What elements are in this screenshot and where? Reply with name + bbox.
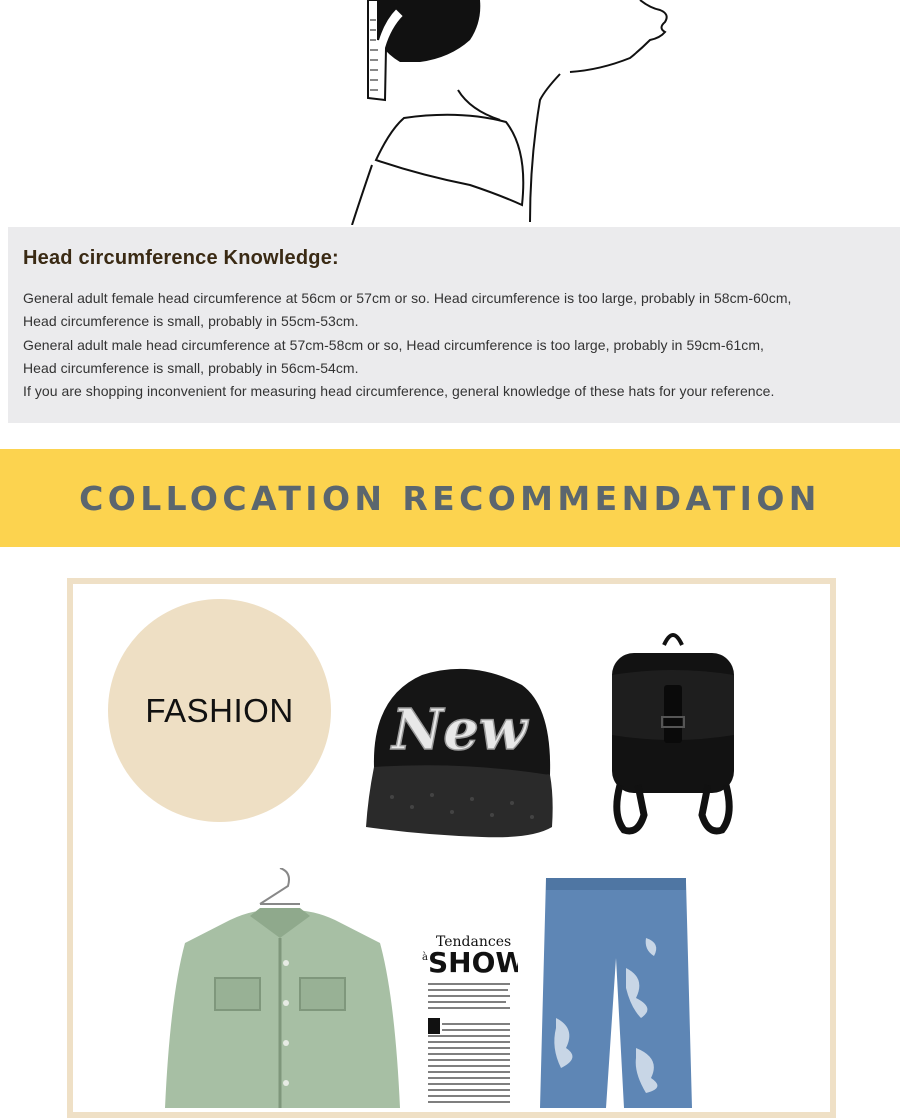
head-measuring-illustration bbox=[0, 0, 900, 225]
backpack-image[interactable] bbox=[598, 625, 748, 835]
magazine-line2: SHOW bbox=[428, 946, 518, 979]
knowledge-line: Head circumference is small, probably in 55cm-53cm. bbox=[23, 313, 359, 330]
jeans-icon bbox=[536, 878, 696, 1108]
magazine-line1: Tendances bbox=[436, 934, 512, 950]
backpack-icon bbox=[598, 625, 748, 835]
magazine-icon bbox=[418, 930, 518, 1108]
head-outline-icon bbox=[0, 0, 900, 225]
collocation-banner bbox=[0, 449, 900, 547]
fashion-badge-label: FASHION bbox=[145, 691, 294, 729]
knowledge-line: General adult female head circumference at 56cm or 57cm or so. Head circumference is too large, probably in 58cm-60cm, bbox=[23, 290, 792, 306]
cap-logo-text: New bbox=[392, 697, 528, 763]
fashion-badge bbox=[108, 599, 331, 822]
jacket-icon bbox=[160, 868, 405, 1108]
magazine-prefix: à bbox=[422, 952, 428, 963]
cap-icon bbox=[362, 657, 554, 845]
knowledge-line: Head circumference is small, probably in 56cm-54cm. bbox=[23, 359, 359, 376]
magazine-image bbox=[418, 930, 518, 1108]
baseball-cap-image[interactable] bbox=[362, 657, 554, 845]
corduroy-jacket-image[interactable] bbox=[160, 868, 405, 1108]
banner-title: COLLOCATION RECOMMENDATION bbox=[79, 478, 821, 518]
ripped-jeans-image[interactable] bbox=[536, 878, 696, 1108]
knowledge-title: Head circumference Knowledge: bbox=[23, 247, 339, 269]
knowledge-line: If you are shopping inconvenient for measuring head circumference, general knowledge of these hats for your reference. bbox=[23, 383, 775, 400]
knowledge-line: General adult male head circumference at 57cm-58cm or so, Head circumference is too large, probably in 59cm-61cm, bbox=[23, 336, 764, 353]
head-circumference-panel bbox=[8, 227, 900, 423]
